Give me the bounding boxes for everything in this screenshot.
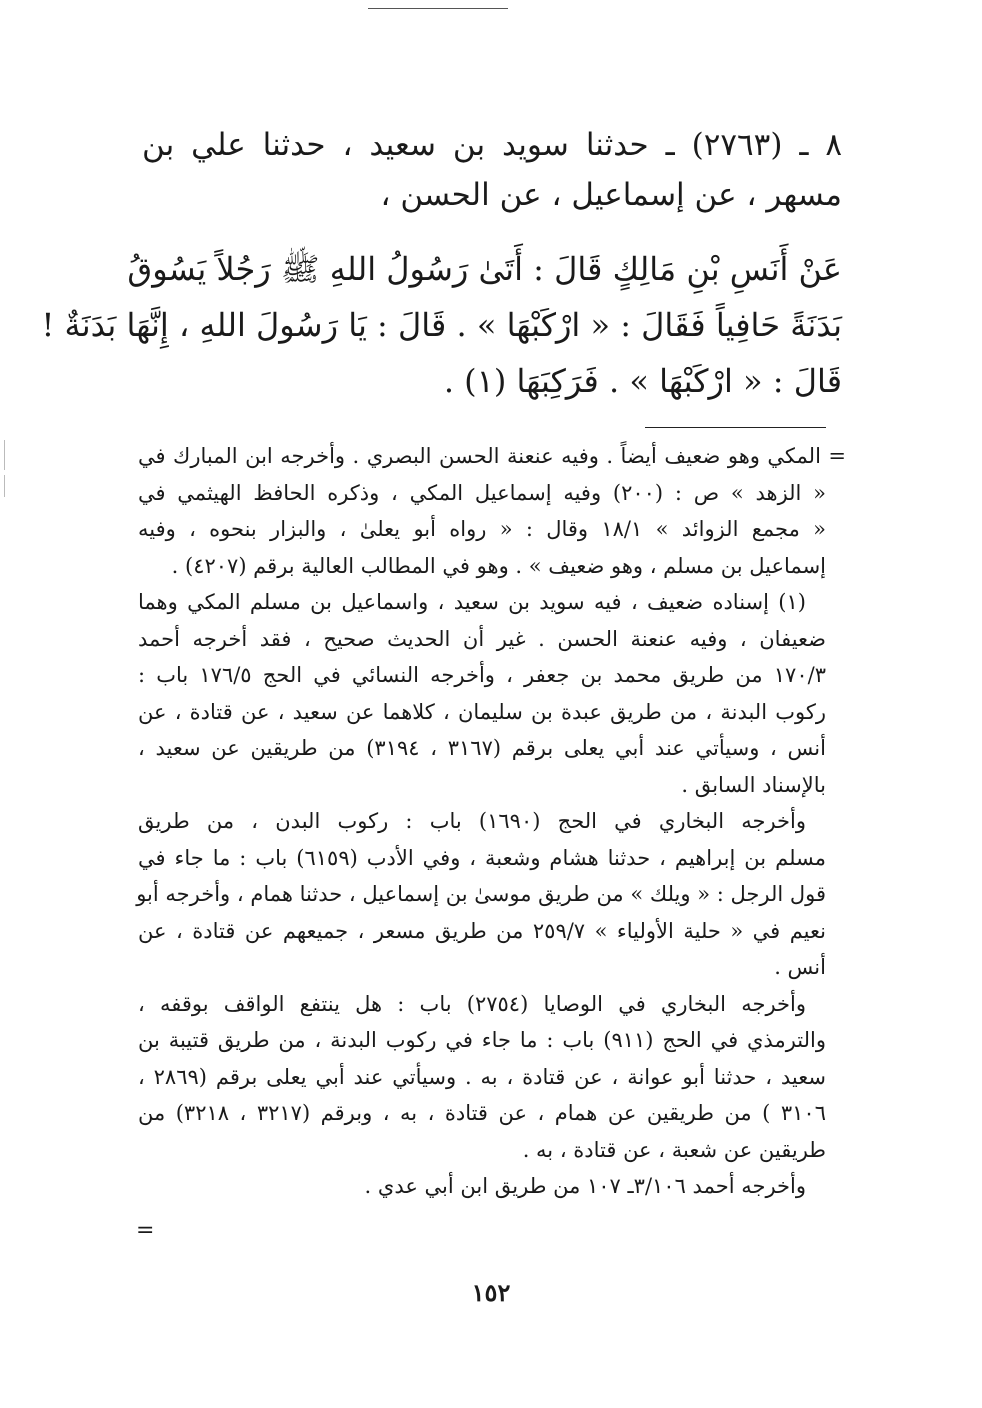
hadith-text [41, 241, 842, 409]
footnote-line: أنس . [774, 955, 826, 979]
footnote-line: بالإسناد السابق . [681, 772, 826, 797]
page-number: ١٥٢ [471, 1278, 511, 1307]
scan-margin-mark [4, 475, 5, 497]
footnote-line: ١٧٠/٣ من طريق محمد بن جعفر ، وأخرجه النسائي في الحج ١٧٦/٥ باب : [138, 663, 826, 687]
footnote-line: والترمذي في الحج (٩١١) باب : ما جاء في ركوب البدنة ، من طريق قتيبة بن [138, 1028, 826, 1052]
footnote-line: إسماعيل بن مسلم ، وهو ضعيف » . وهو في المطالب العالية برقم (٤٢٠٧) . [171, 553, 826, 578]
footnote-line: وأخرجه البخاري في الوصايا (٢٧٥٤) باب : هل ينتفع الواقف بوقفه ، [138, 991, 806, 1016]
footnote-line: قول الرجل : « ويلك » من طريق موسىٰ بن إسماعيل ، حدثنا همام ، وأخرجه أبو [136, 882, 826, 906]
hadith-line: عَنْ أَنَسِ بْنِ مَالِكٍ قَالَ : أَتَىٰ رَسُولُ اللهِ ﷺ رَجُلاً يَسُوقُ [127, 250, 842, 288]
footnote-line: ٣١٠٦ ) من طريقين عن همام ، عن قتادة ، به ، وبرقم (٣٢١٧ ، ٣٢١٨) من [138, 1101, 826, 1125]
main-text-line: ٨ ـ (٢٧٦٣) ـ حدثنا سويد بن سعيد ، حدثنا علي بن [142, 127, 842, 163]
footnote-line: ركوب البدنة ، من طريق عبدة بن سليمان ، كلاهما عن سعيد ، عن قتادة ، عن [138, 699, 826, 724]
footnote-line: أنس ، وسيأتي عند أبي يعلى برقم (٣١٦٧ ، ٣١٩٤) من طريقين عن سعيد ، [138, 736, 826, 760]
scan-margin-mark [4, 440, 5, 470]
footnote-line: طريقين عن شعبة ، عن قتادة ، به . [522, 1137, 826, 1162]
footnote-line: « مجمع الزوائد » ١٨/١ وقال : « رواه أبو يعلىٰ ، والبزار بنحوه ، وفيه [138, 517, 826, 541]
hadith-line: قَالَ : « ارْكَبْهَا » . فَرَكِبَهَا (١) . [443, 362, 842, 400]
footnote-line: نعيم في « حلية الأولياء » ٢٥٩/٧ من طريق مسعر ، جميعهم عن قتادة ، عن [138, 918, 826, 943]
continuation-mark: = [136, 1218, 155, 1243]
top-rule [368, 8, 508, 9]
footnote-line: ضعيفان ، وفيه عنعنة الحسن . غير أن الحديث صحيح ، فقد أخرجه أحمد [138, 626, 826, 651]
footnotes [138, 438, 846, 1205]
main-text-line: مسهر ، عن إسماعيل ، عن الحسن ، [380, 177, 842, 213]
hadith-line: بَدَنَةً حَافِياً فَقَالَ : « ارْكَبْهَا » . قَالَ : يَا رَسُولَ اللهِ ، إِنَّهَا بَدَنَةٌ ! [41, 306, 842, 344]
footnote-line: = المكي وهو ضعيف أيضاً . وفيه عنعنة الحسن البصري . وأخرجه ابن المبارك في [138, 444, 846, 468]
footnote-separator [645, 427, 826, 428]
footnote-line: (١) إسناده ضعيف ، فيه سويد بن سعيد ، واسماعيل بن مسلم المكي وهما [138, 590, 806, 614]
footnote-line: « الزهد » ص : (٢٠٠) وفيه إسماعيل المكي ، وذكره الحافظ الهيثمي في [138, 480, 827, 505]
main-text [142, 120, 842, 220]
footnote-line: وأخرجه أحمد ٣/١٠٦ـ ١٠٧ من طريق ابن أبي عدي . [364, 1174, 806, 1198]
footnote-line: وأخرجه البخاري في الحج (١٦٩٠) باب : ركوب البدن ، من طريق [138, 809, 807, 833]
footnote-line: سعيد ، حدثنا أبو عوانة ، عن قتادة ، به . وسيأتي عند أبي يعلى برقم (٢٨٦٩ ، [138, 1064, 826, 1089]
footnote-line: مسلم بن إبراهيم ، حدثنا هشام وشعبة ، وفي الأدب (٦١٥٩) باب : ما جاء في [138, 845, 826, 870]
